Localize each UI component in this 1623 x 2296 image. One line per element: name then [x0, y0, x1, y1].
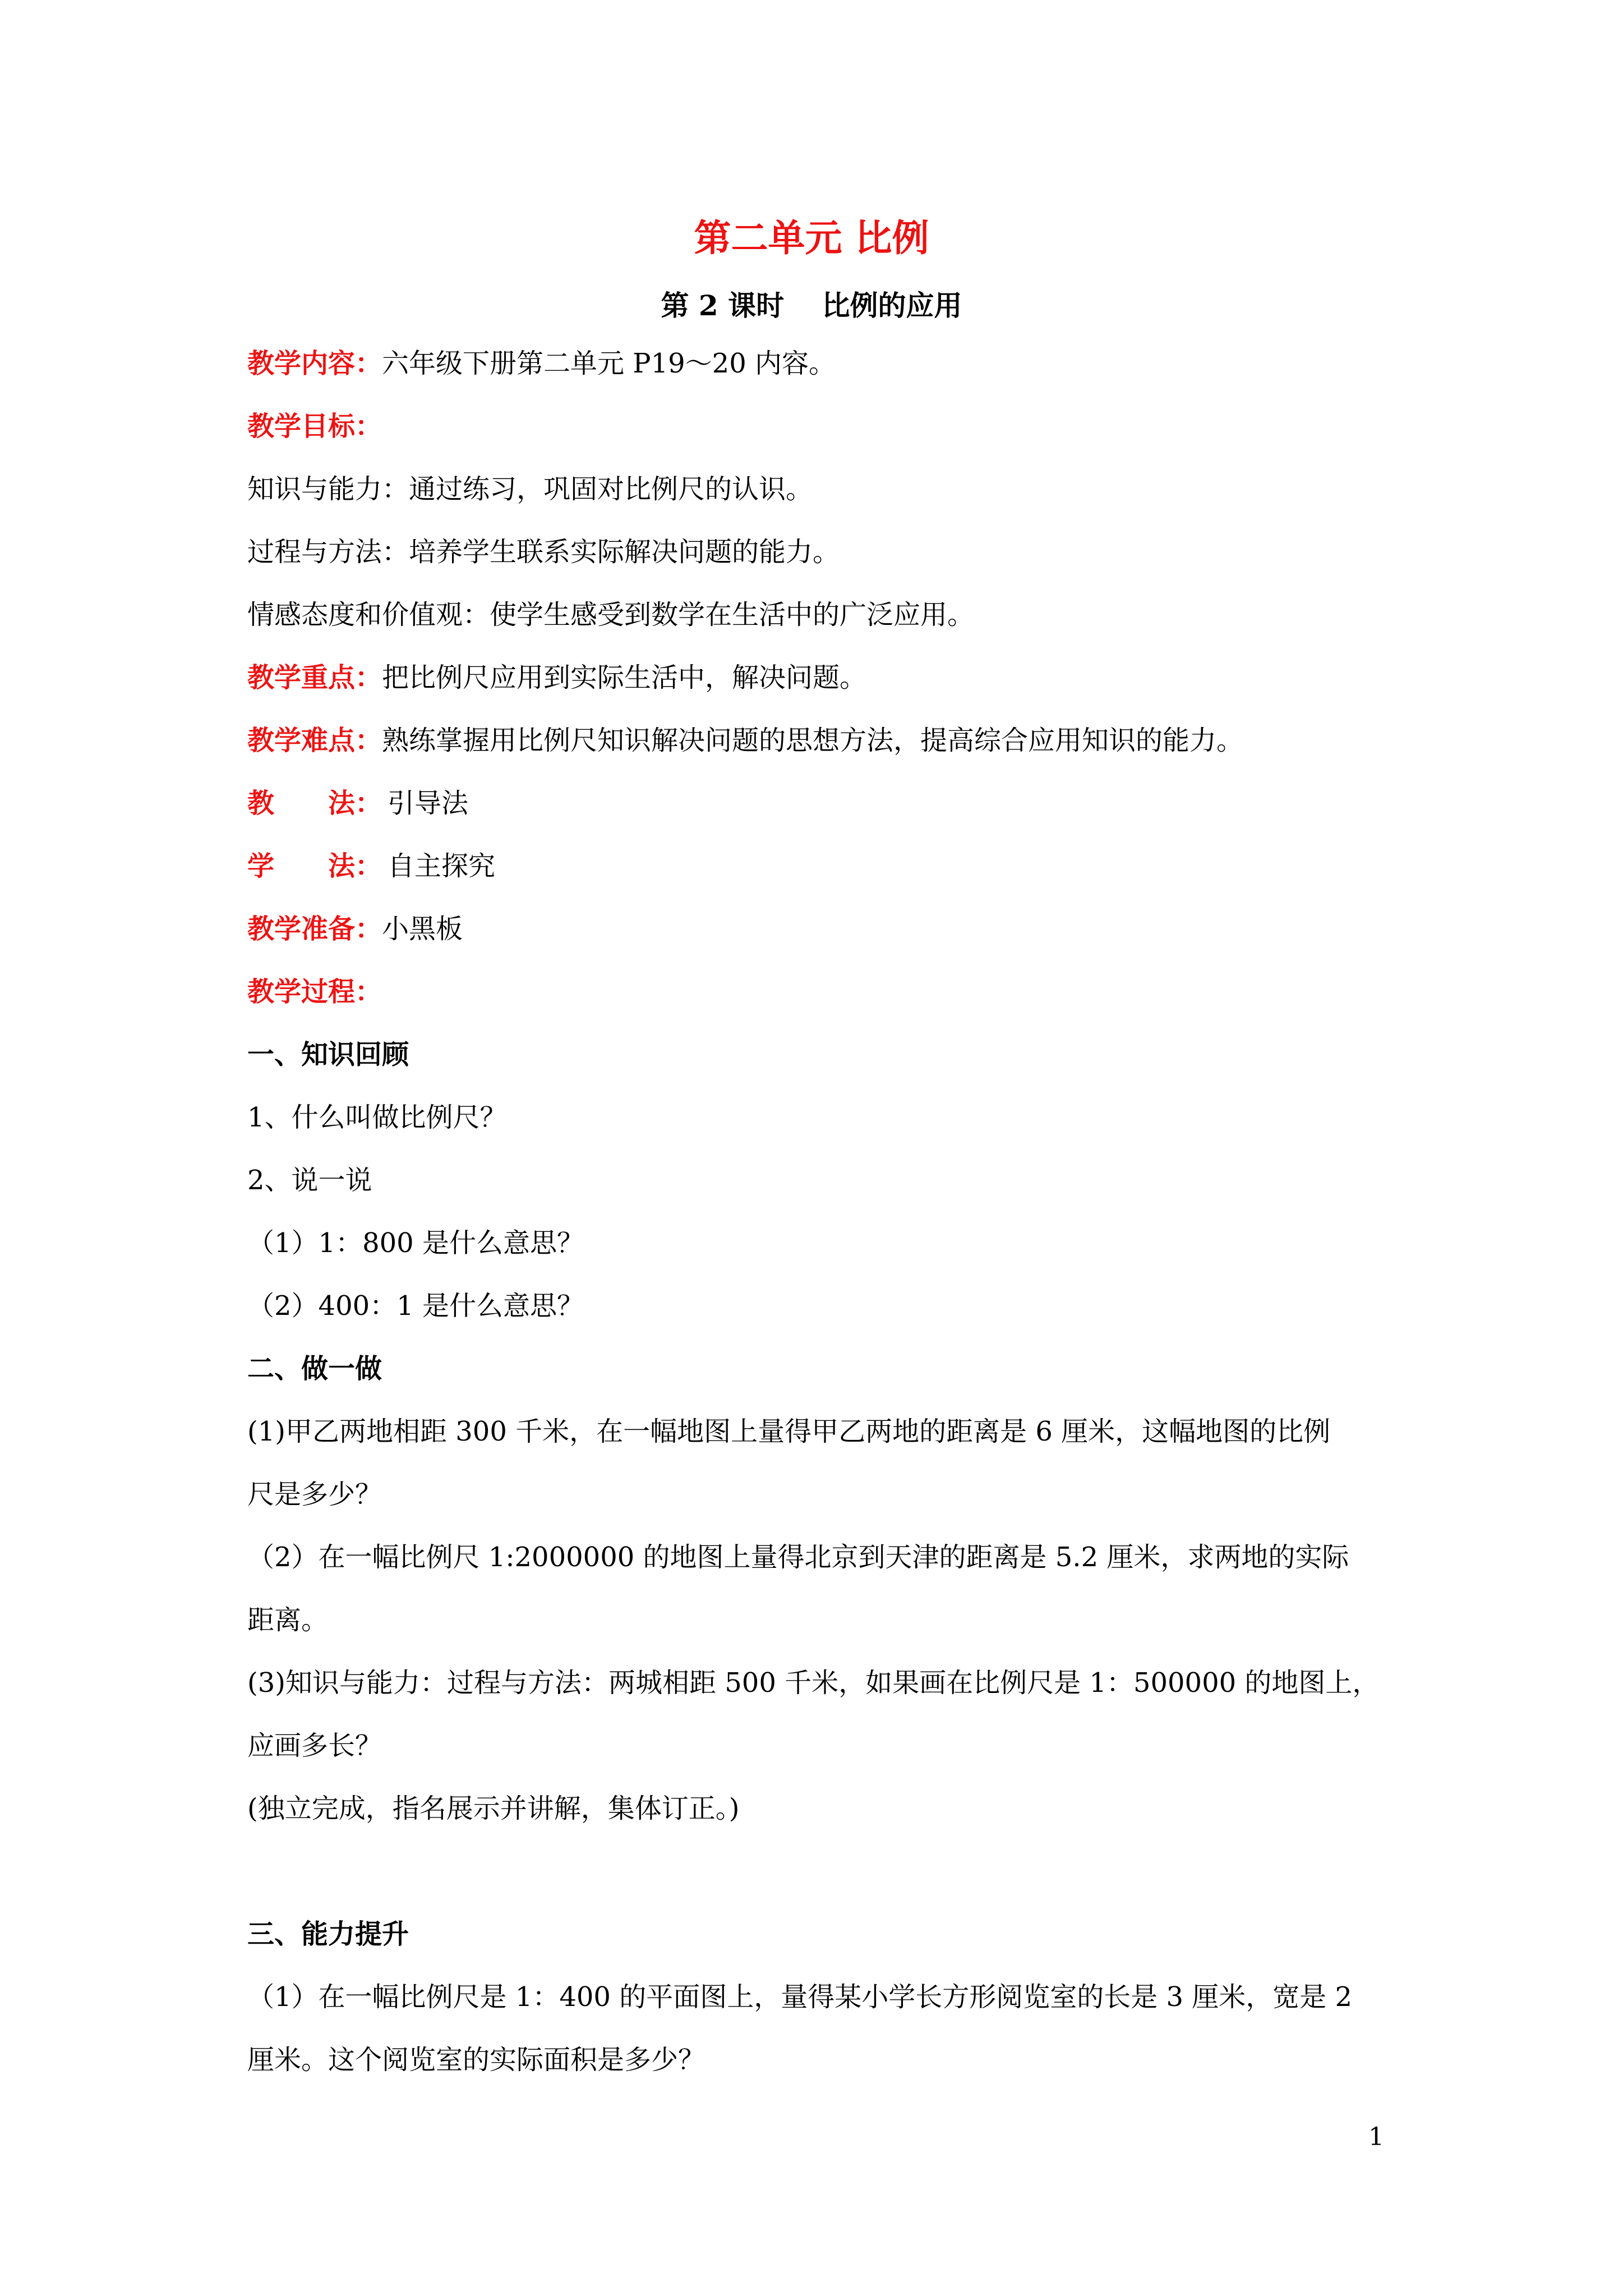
practice-problem-3-line2: 应画多长？: [247, 1730, 382, 1761]
preparation-text: 小黑板: [382, 913, 463, 945]
section-practice-title: 二、做一做: [247, 1353, 382, 1384]
process-label: 教学过程：: [247, 976, 382, 1007]
review-question-2b: （2）400：1 是什么意思？: [247, 1290, 584, 1322]
improvement-problem-1-line2: 厘米。这个阅览室的实际面积是多少？: [247, 2044, 706, 2076]
content-label: 教学内容：: [247, 348, 382, 379]
section-improvement-title: 三、能力提升: [247, 1918, 409, 1950]
section-review-title: 一、知识回顾: [247, 1039, 409, 1070]
review-question-2a: （1）1：800 是什么意思？: [247, 1227, 584, 1259]
improvement-problem-1-line1: （1）在一幅比例尺是 1：400 的平面图上，量得某小学长方形阅览室的长是 3 厘米，宽是 2: [247, 1981, 1353, 2013]
practice-note: (独立完成，指名展示并讲解，集体订正。): [247, 1793, 740, 1824]
practice-problem-2-line2: 距离。: [247, 1604, 329, 1636]
goals-label: 教学目标：: [247, 411, 382, 442]
key-point-text: 把比例尺应用到实际生活中，解决问题。: [382, 662, 867, 693]
teaching-method-label: 教 法：: [247, 788, 382, 819]
review-question-2: 2、说一说: [247, 1165, 372, 1196]
goal-emotion: 情感态度和价值观：使学生感受到数学在生活中的广泛应用。: [247, 599, 975, 631]
goal-knowledge: 知识与能力：通过练习，巩固对比例尺的认识。: [247, 473, 813, 505]
practice-problem-2-line1: （2）在一幅比例尺 1:2000000 的地图上量得北京到天津的距离是 5.2 厘米，求两地的实际: [247, 1542, 1349, 1573]
difficulty-label: 教学难点：: [247, 725, 382, 756]
key-point-row: [247, 660, 1386, 696]
difficulty-row: [247, 723, 1386, 758]
content-text: 六年级下册第二单元 P19～20 内容。: [382, 348, 836, 379]
goal-process: 过程与方法：培养学生联系实际解决问题的能力。: [247, 536, 840, 568]
teaching-method-row: [247, 785, 1386, 821]
practice-problem-3-line1: (3)知识与能力：过程与方法：两城相距 500 千米，如果画在比例尺是 1：500000 的地图上，: [247, 1667, 1380, 1699]
content-row: [247, 346, 1386, 381]
preparation-label: 教学准备：: [247, 913, 382, 945]
learning-method-row: [247, 848, 1386, 884]
review-question-1: 1、什么叫做比例尺？: [247, 1102, 507, 1133]
practice-problem-1-line2: 尺是多少？: [247, 1479, 382, 1510]
process-row: [247, 974, 1386, 1010]
lesson-subtitle: 第 2 课时 比例的应用: [661, 289, 962, 322]
practice-problem-1-line1: (1)甲乙两地相距 300 千米，在一幅地图上量得甲乙两地的距离是 6 厘米，这幅地图的比例: [247, 1416, 1331, 1447]
document-title: 第二单元 比例: [694, 217, 929, 260]
learning-method-text: 自主探究: [388, 850, 496, 882]
key-point-label: 教学重点：: [247, 662, 382, 693]
teaching-method-text: 引导法: [388, 788, 469, 819]
preparation-row: [247, 911, 1386, 947]
page-number: 1: [1368, 2123, 1384, 2151]
difficulty-text: 熟练掌握用比例尺知识解决问题的思想方法，提高综合应用知识的能力。: [382, 725, 1244, 756]
learning-method-label: 学 法：: [247, 850, 382, 882]
goals-row: [247, 408, 1386, 444]
